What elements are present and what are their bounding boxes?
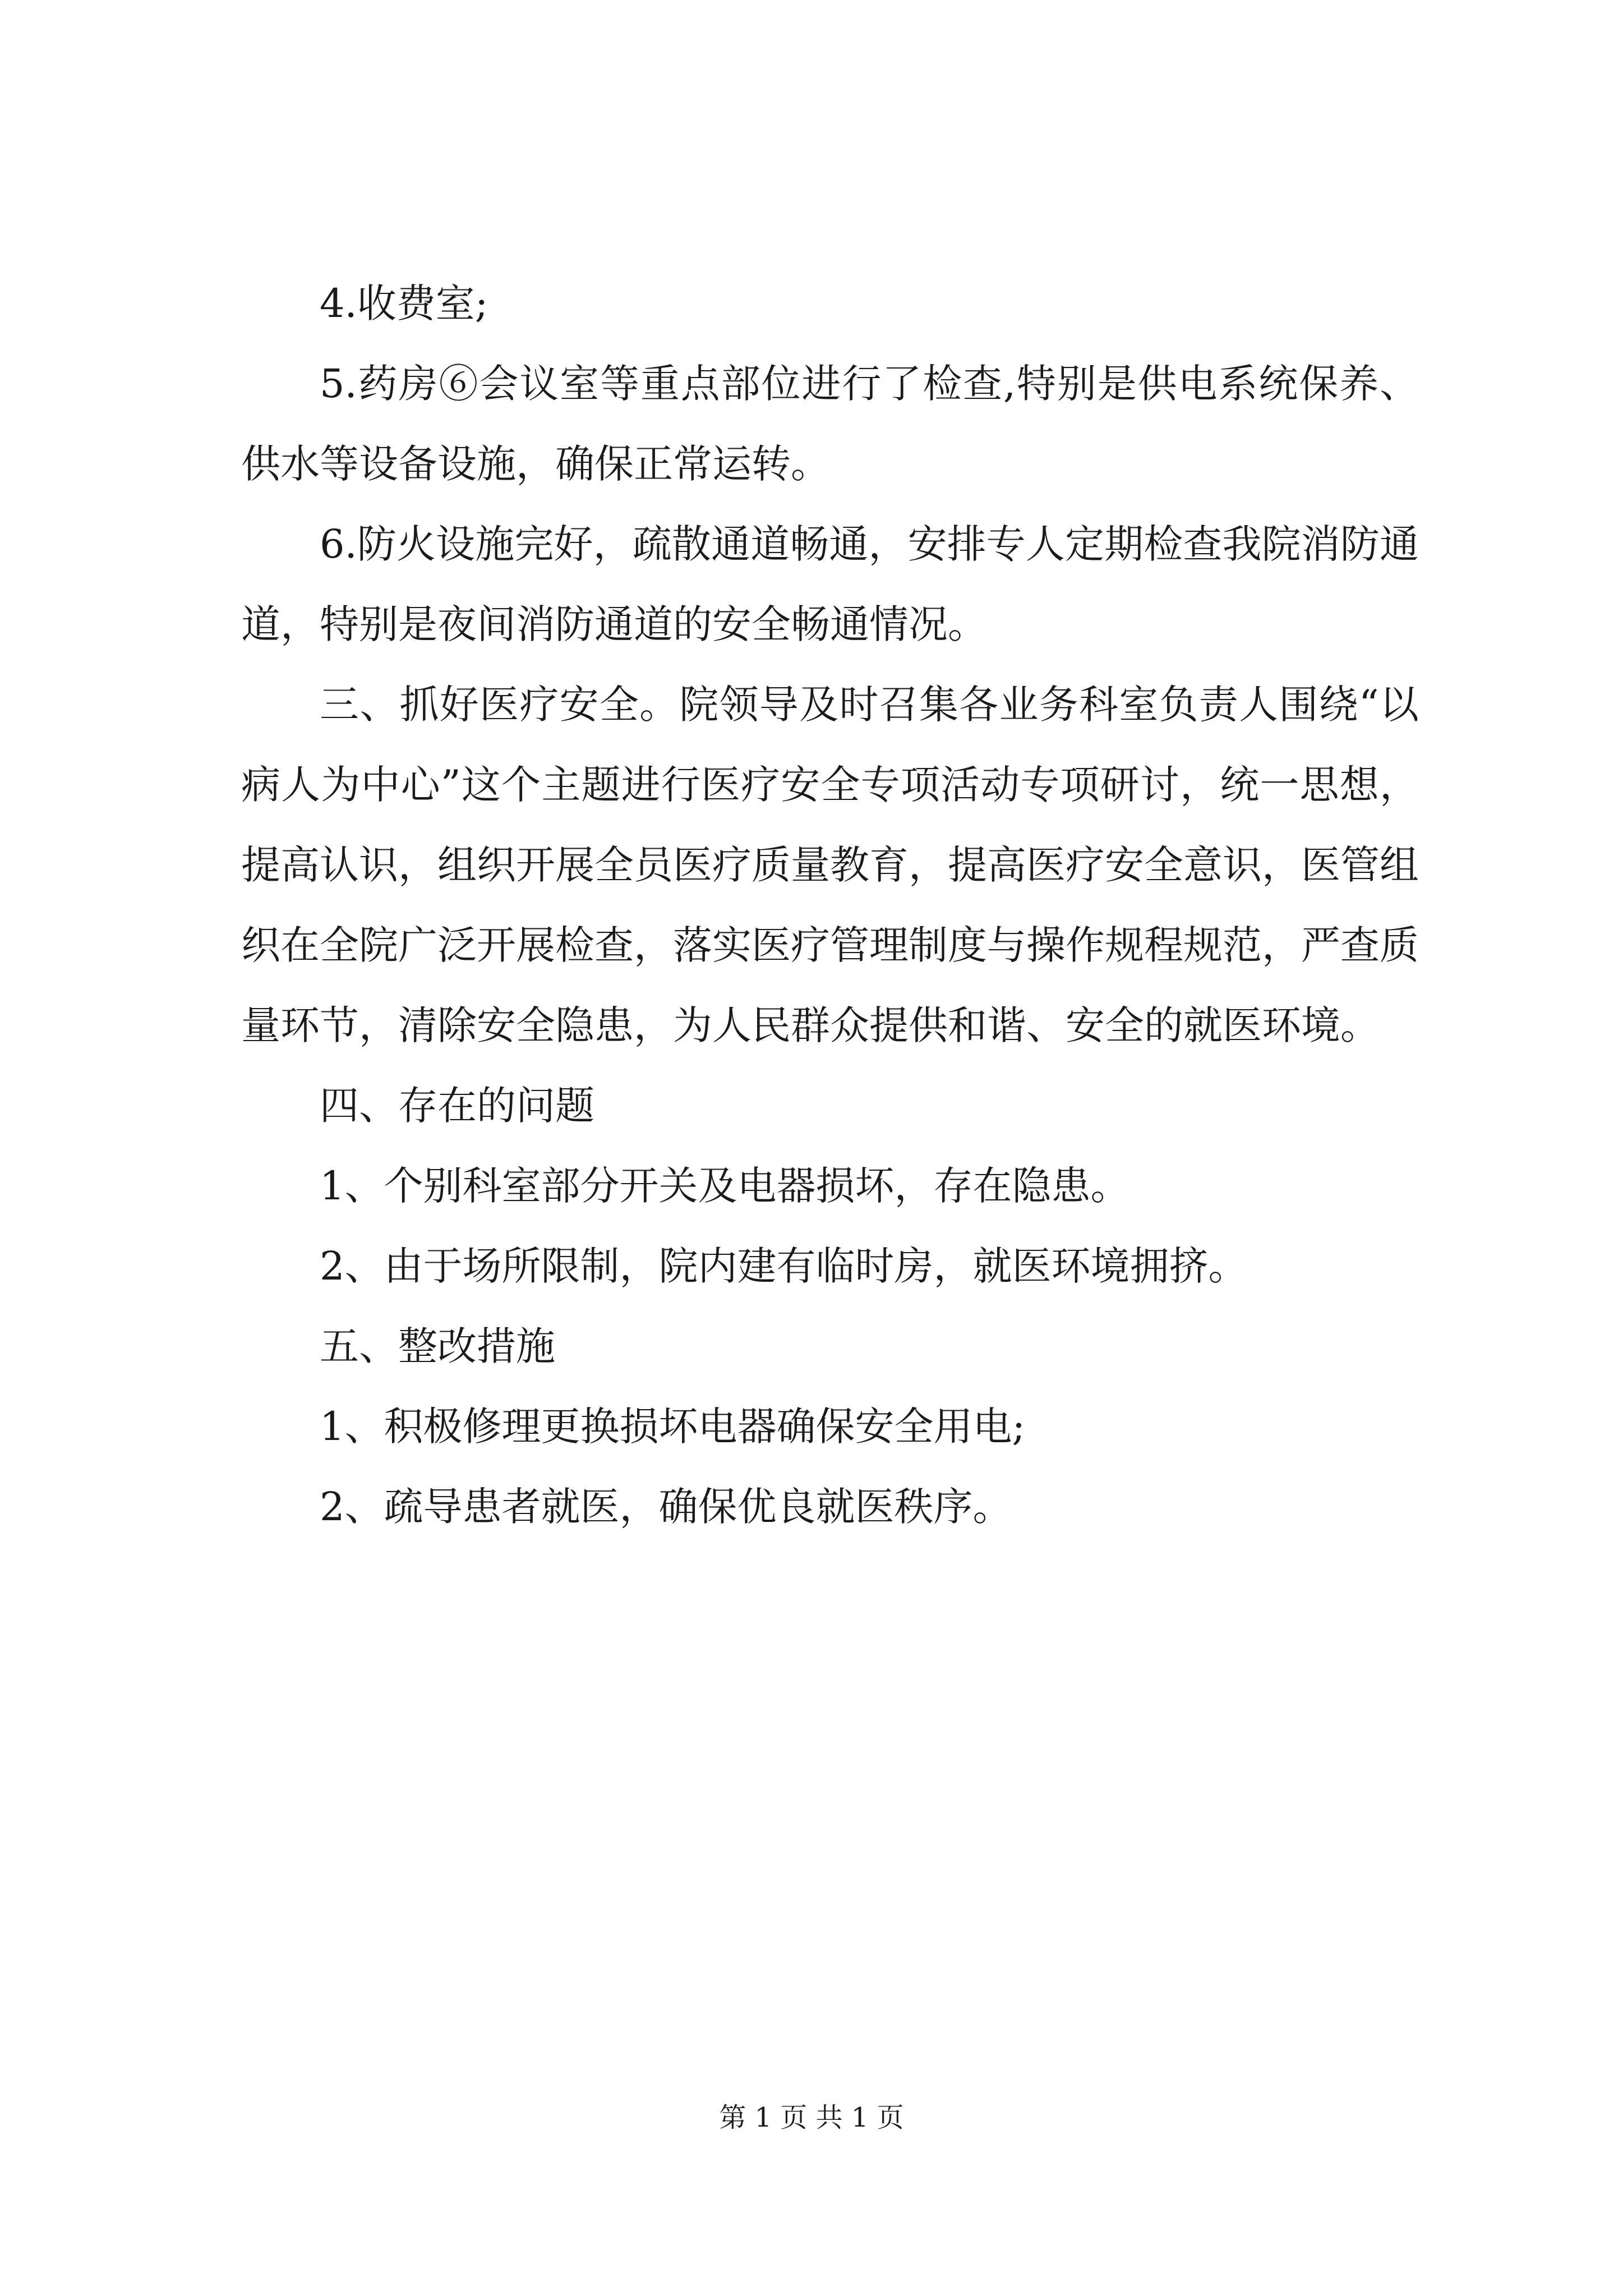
page-footer: 第 1 页 共 1 页 — [719, 2102, 904, 2133]
paragraph-item-5: 5.药房⑥会议室等重点部位进行了检查,特别是供电系统保养、供水等设备设施，确保正常运转。 — [241, 361, 1419, 487]
paragraph-item-4: 4.收费室; — [320, 280, 488, 326]
document-body — [241, 264, 1419, 1547]
section-three-paragraph: 三、抓好医疗安全。院领导及时召集各业务科室负责人围绕“以病人为中心”这个主题进行医疗安全专项活动专项研讨，统一思想，提高认识，组织开展全员医疗质量教育，提高医疗安全意识，医管组织在全院广泛开展检查，落实医疗管理制度与操作规程规范，严查质量环节，清除安全隐患，为人民群众提供和谐、安全的就医环境。 — [241, 682, 1419, 1048]
problem-item-2: 2、由于场所限制，院内建有临时房，就医环境拥挤。 — [320, 1243, 1248, 1289]
paragraph-item-6: 6.防火设施完好，疏散通道畅通，安排专人定期检查我院消防通道，特别是夜间消防通道的安全畅通情况。 — [241, 521, 1419, 647]
problem-item-1: 1、个别科室部分开关及电器损坏，存在隐患。 — [320, 1163, 1130, 1209]
measure-item-1: 1、积极修理更换损坏电器确保安全用电; — [320, 1404, 1026, 1450]
measure-item-2: 2、疏导患者就医，确保优良就医秩序。 — [320, 1484, 1012, 1530]
section-four-heading: 四、存在的问题 — [320, 1083, 594, 1129]
section-five-heading: 五、整改措施 — [320, 1323, 555, 1369]
